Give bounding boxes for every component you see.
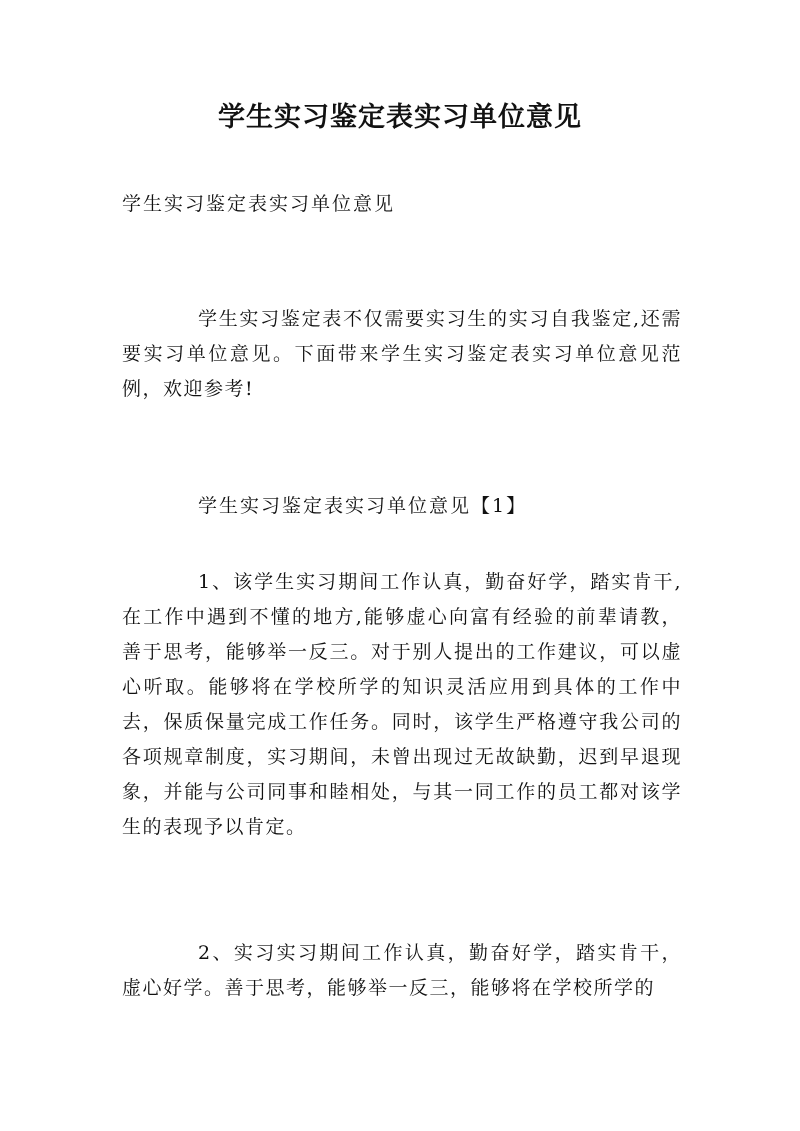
section-heading: 学生实习鉴定表实习单位意见【1】 <box>198 495 528 517</box>
opinion-paragraph-2: 2、实习实习期间工作认真，勤奋好学，踏实肯干，虚心好学。善于思考，能够举一反三，能够将在学校所学的 <box>122 942 682 999</box>
document-title: 学生实习鉴定表实习单位意见 <box>218 102 582 133</box>
document-subtitle: 学生实习鉴定表实习单位意见 <box>122 193 396 215</box>
intro-paragraph: 学生实习鉴定表不仅需要实习生的实习自我鉴定,还需要实习单位意见。下面带来学生实习鉴定表实习单位意见范例，欢迎参考! <box>122 308 682 400</box>
opinion-paragraph-1: 1、该学生实习期间工作认真，勤奋好学，踏实肯干,在工作中遇到不懂的地方,能够虚心向富有经验的前辈请教，善于思考，能够举一反三。对于别人提出的工作建议，可以虚心听取。能够将在学校所学的知识灵活应用到具体的工作中去，保质保量完成工作任务。同时，该学生严格遵守我公司的各项规章制度，实习期间，未曾出现过无故缺勤，迟到早退现象，并能与公司同事和睦相处，与其一同工作的员工都对该学生的表现予以肯定。 <box>122 571 682 838</box>
